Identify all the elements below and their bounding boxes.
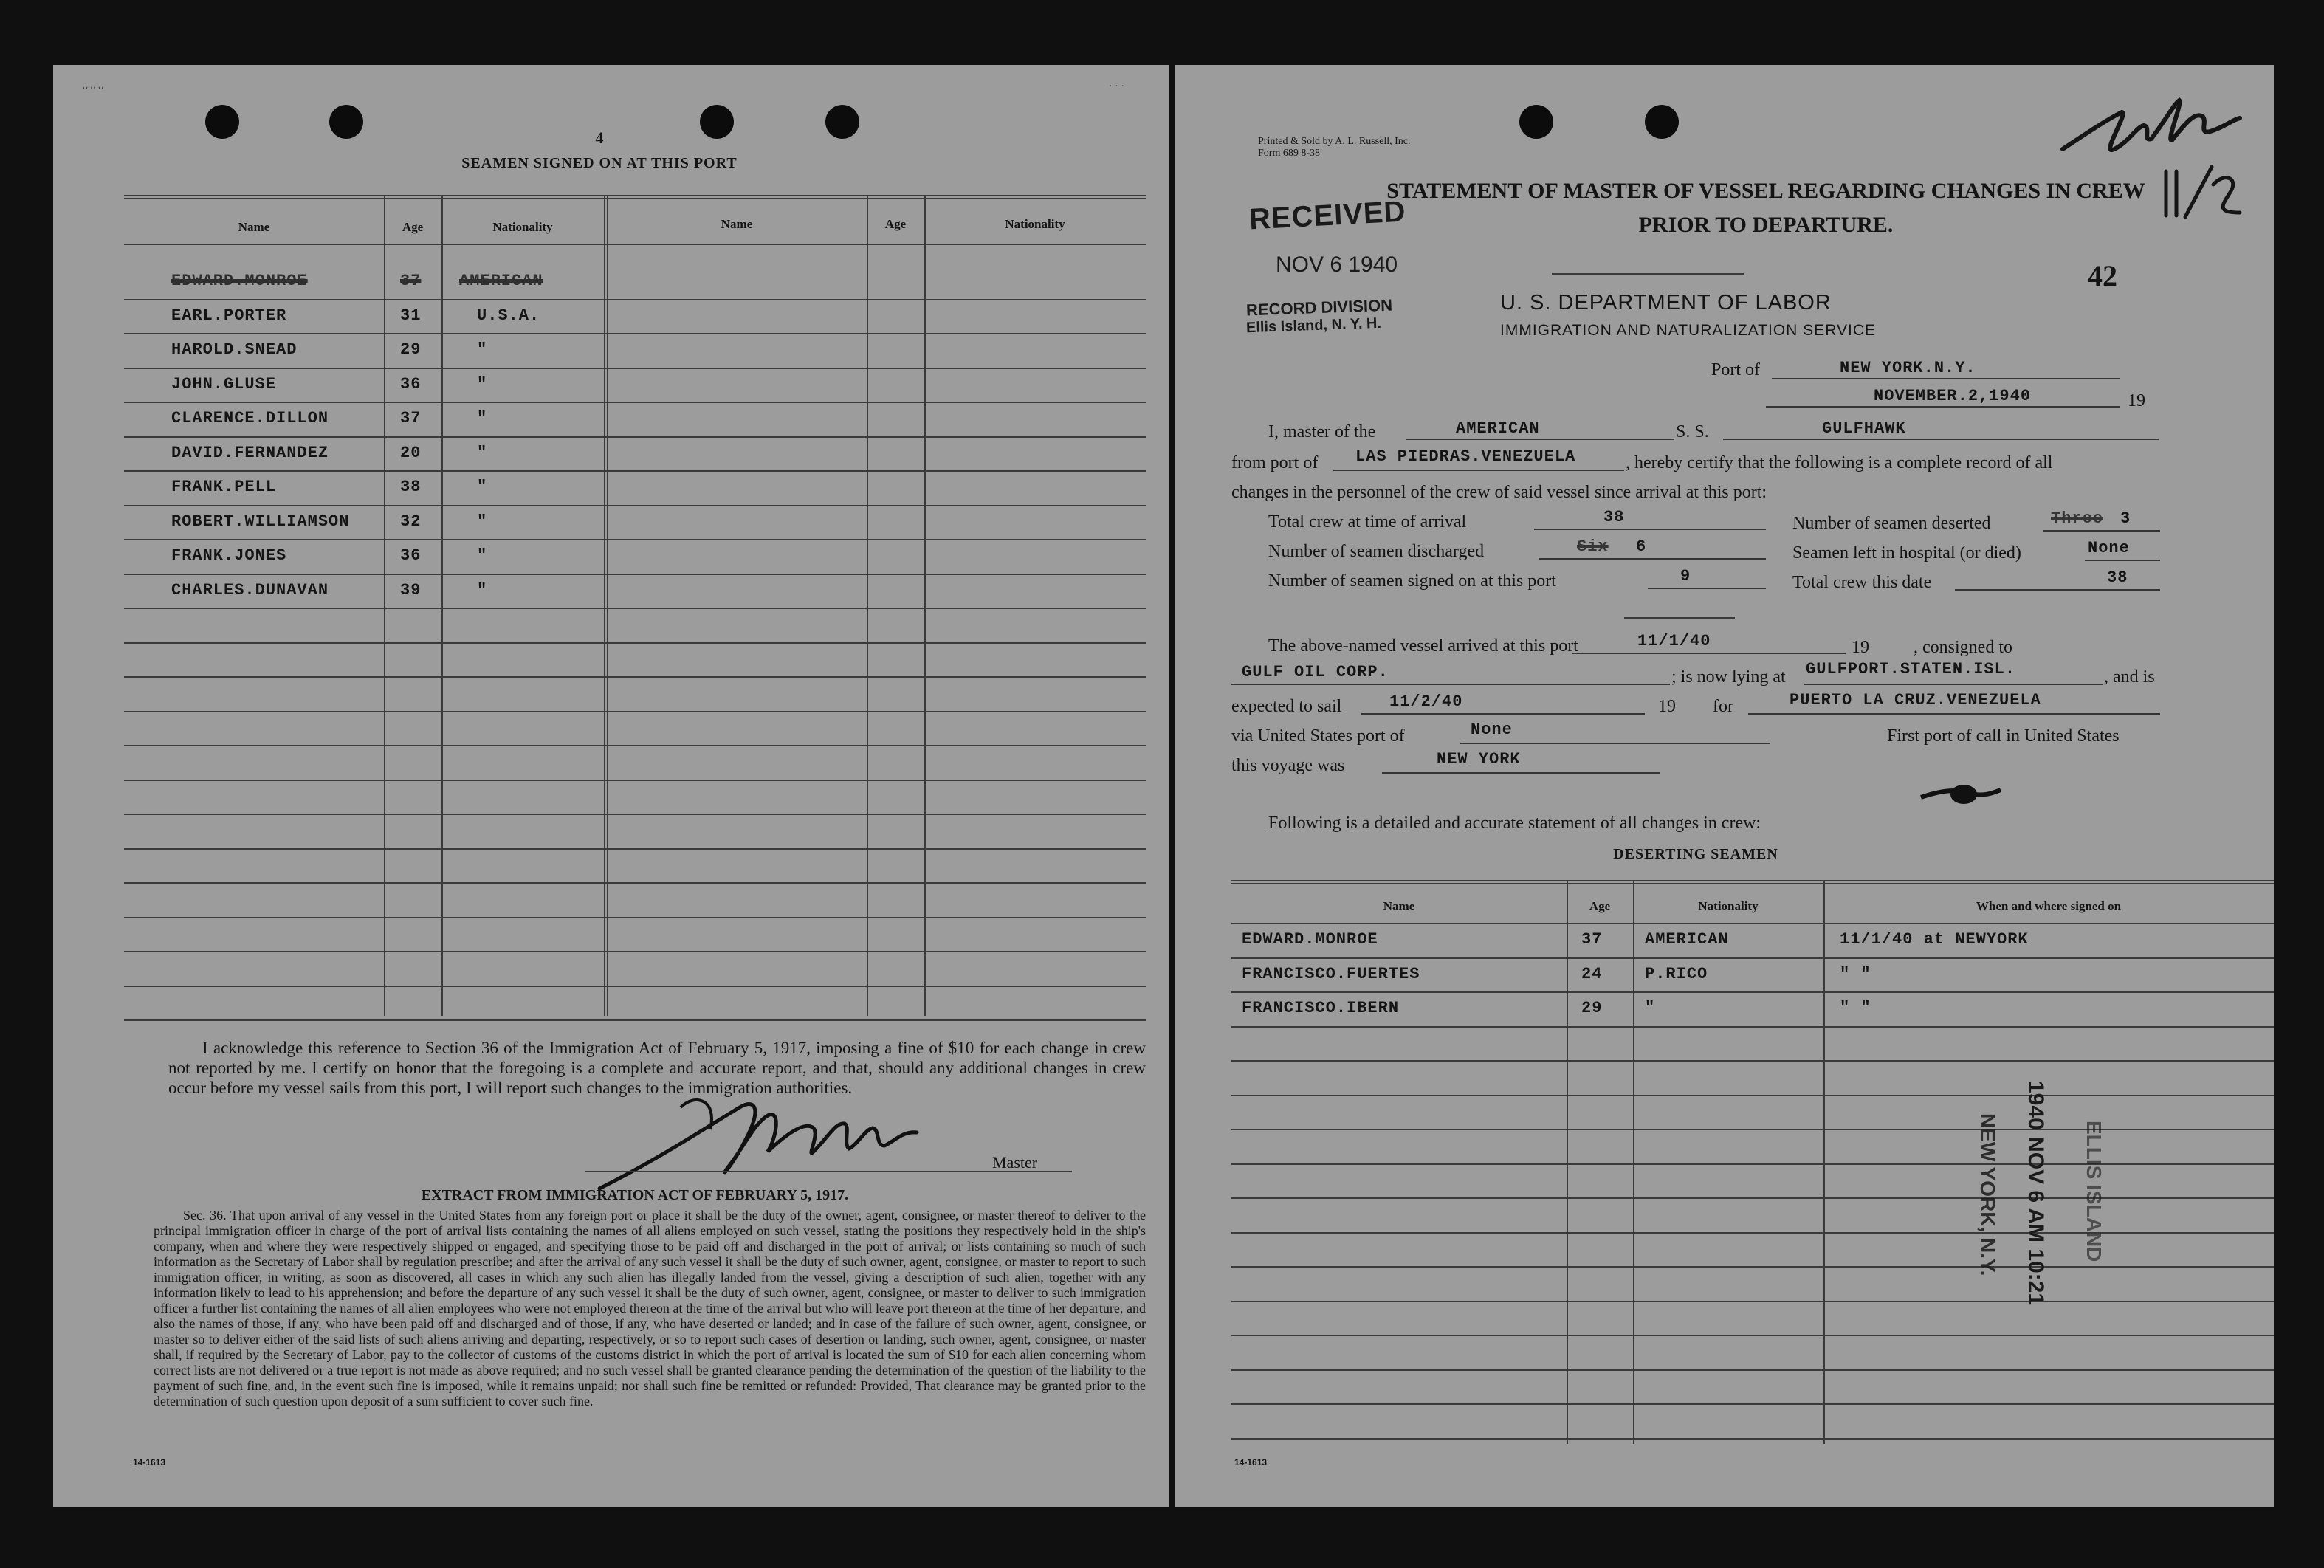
table-cell-age: 38 (400, 478, 422, 496)
received-stamp-place: Ellis Island, N. Y. H. (1245, 314, 1382, 337)
ss-label: S. S. (1676, 422, 1709, 441)
table-cell-age: 29 (1581, 999, 1603, 1017)
table-cell-name: CHARLES.DUNAVAN (171, 581, 329, 599)
signed-on-field (1648, 567, 1766, 589)
total-crew-arrival-value: 38 (1603, 508, 1625, 526)
arrived-year: 19 (1852, 638, 1869, 657)
col-divider (867, 195, 868, 1016)
deserted-value: 3 (2120, 509, 2131, 528)
table-cell-signed: " " (1840, 999, 1871, 1017)
deserting-top-rule (1231, 880, 2274, 881)
row-rule (124, 882, 1146, 884)
table-cell-name: JOHN.GLUSE (171, 375, 277, 393)
year-suffix: 19 (2128, 391, 2145, 410)
deserting-col-age: Age (1589, 899, 1611, 913)
col-divider (1823, 880, 1825, 1444)
extract-title: EXTRACT FROM IMMIGRATION ACT OF FEBRUARY 5, 1917. (421, 1187, 849, 1203)
deserted-label: Number of seamen deserted (1792, 514, 1991, 533)
table-cell-age: 36 (400, 375, 422, 393)
row-rule (124, 848, 1146, 850)
arrived-label: The above-named vessel arrived at this port (1268, 636, 1578, 656)
row-rule (1231, 1335, 2274, 1336)
vessel-name-field (1723, 418, 2159, 440)
row-rule (124, 299, 1146, 300)
row-rule (124, 470, 1146, 472)
table-cell-nationality: " (477, 340, 488, 359)
row-rule (124, 608, 1146, 609)
punch-hole (1519, 105, 1553, 139)
table-cell-nationality: " (477, 478, 488, 496)
table-cell-name: ROBERT.WILLIAMSON (171, 512, 350, 531)
row-rule (124, 642, 1146, 644)
vessel-nationality-value: AMERICAN (1456, 419, 1540, 438)
first-port-value: NEW YORK (1437, 750, 1521, 768)
col-divider (604, 195, 605, 1016)
table-cell-nationality: " (477, 581, 488, 599)
discharged-value: 6 (1636, 537, 1647, 556)
received-stamp-division: RECORD DIVISION (1245, 295, 1393, 320)
table-cell-nationality: " (477, 409, 488, 427)
discharged-struck: Six (1577, 537, 1609, 556)
struck-row-age: 37 (400, 272, 422, 290)
table-cell-age: 31 (400, 306, 422, 325)
deserting-top-rule (1231, 883, 2274, 884)
row-rule (1231, 991, 2274, 993)
certify-text: , hereby certify that the following is a complete record of all (1626, 453, 2053, 472)
date-value: NOVEMBER.2,1940 (1874, 387, 2032, 405)
and-is-label: , and is (2104, 667, 2155, 687)
form-code: 14-1613 (1234, 1457, 1268, 1468)
printer-line-1: Printed & Sold by A. L. Russell, Inc. (1258, 136, 1411, 147)
form-title-2: PRIOR TO DEPARTURE. (1638, 213, 1894, 237)
col-divider (607, 195, 608, 1016)
row-rule (1231, 1197, 2274, 1199)
col-divider (924, 195, 926, 1016)
struck-row-nationality: AMERICAN (459, 272, 543, 290)
arrived-value: 11/1/40 (1637, 632, 1711, 650)
section-rule (1624, 617, 1735, 619)
row-rule (124, 745, 1146, 746)
table-cell-nationality: " (477, 546, 488, 565)
page-number: 4 (595, 128, 604, 147)
first-port-label: First port of call in United States (1887, 726, 2120, 746)
total-crew-date-label: Total crew this date (1792, 573, 1932, 592)
port-label: Port of (1711, 360, 1760, 379)
extract-text: Sec. 36. That upon arrival of any vessel in the United States from any foreign port or place it shall be the duty of the owner, agent, consignee, or master thereof to deliver to the principal immigration officer in charge of the port of arrival lists containing the names of all aliens employed on such vessel, stating the positions they respectively hold in the ship's company, when and where they were respectively shipped or engaged, and specifying those to be paid off and discharged in the port of arrival; or lists containing so much of such information as the Secretary of Labor shall by regulation prescribe; and after the arrival of any such vessel it shall be the duty of such owner, agent, consignee, or master to report to such immigration officer, in writing, as soon as discovered, all cases in which any such alien has illegally landed from the vessel, giving a description of such alien, together with any information likely to lead to his apprehension; and before the departure of any such vessel it shall be the duty of such owner, agent, consignee, or master to deliver to such immigration officer a further list containing the names of all alien employees who were not employed thereon at the time of the arrival but who will leave port thereon at the time of her departure, and also the names of those, if any, who have been paid off and discharged and of those, if any, who have deserted or landed; and in case of the failure of such owner, agent, consignee, or master so to deliver either of the said lists of such aliens arriving and departing, respectively, or so to report such cases of desertion or landing, such owner, agent, consignee, or master shall, if required by the Secretary of Labor, pay to the collector of customs of the customs district in which the port of arrival is located the sum of $10 for each alien concerning whom correct lists are not delivered or a true report is not made as above required; and no such vessel shall be granted clearance pending the determination of the question of the liability to the payment of such fine, and, in the event such fine is imposed, while it remains unpaid; nor shall such fine be remitted or refunded: Provided, That clearance may be granted prior to the determination of such question upon deposit of a sum sufficient to cover such fine. (154, 1208, 1146, 1409)
table-cell-name: FRANK.PELL (171, 478, 277, 496)
table-cell-name: EARL.PORTER (171, 306, 287, 325)
table-cell-age: 39 (400, 581, 422, 599)
department-name: U. S. DEPARTMENT OF LABOR (1500, 291, 1832, 314)
form-title-1: STATEMENT OF MASTER OF VESSEL REGARDING CHANGES IN CREW (1386, 179, 2145, 203)
handwritten-note-ink (2055, 90, 2247, 230)
row-rule (1231, 1232, 2274, 1234)
col-divider (441, 195, 443, 1016)
row-rule (124, 676, 1146, 678)
sail-year: 19 (1658, 697, 1676, 716)
table-cell-name: HAROLD.SNEAD (171, 340, 298, 359)
row-rule (1231, 1266, 2274, 1268)
table-cell-nationality: AMERICAN (1645, 930, 1729, 949)
printer-line-2: Form 689 8-38 (1258, 148, 1320, 159)
row-rule (1231, 1026, 2274, 1028)
service-name: IMMIGRATION AND NATURALIZATION SERVICE (1500, 322, 1876, 339)
corner-mark: · · · (1109, 81, 1124, 92)
corner-mark: ᴗ ᴗ ᴗ (83, 81, 103, 92)
ellis-stamp-line-3: ELLIS ISLAND (2083, 1121, 2105, 1262)
hospital-value: None (2088, 539, 2130, 557)
row-rule (124, 814, 1146, 815)
table-cell-age: 37 (1581, 930, 1603, 949)
row-rule (1231, 1438, 2274, 1440)
ink-mark (1916, 778, 2005, 815)
table-top-rule (124, 198, 1146, 199)
signed-on-value: 9 (1680, 567, 1691, 585)
left-page (53, 65, 1169, 1507)
col-divider (384, 195, 385, 1016)
table-top-rule (124, 195, 1146, 196)
row-rule (1231, 1060, 2274, 1062)
row-rule (1231, 957, 2274, 959)
master-label: Master (992, 1153, 1038, 1172)
first-port-field (1382, 752, 1660, 774)
table-cell-age: 20 (400, 444, 422, 462)
row-rule (124, 780, 1146, 781)
lying-label: ; is now lying at (1671, 667, 1786, 687)
port-value: NEW YORK.N.Y. (1840, 359, 1976, 377)
header-rule (1552, 273, 1744, 275)
row-rule (124, 711, 1146, 712)
punch-hole (1645, 105, 1679, 139)
consignee-value: GULF OIL CORP. (1242, 663, 1389, 681)
total-crew-date-field (1955, 568, 2160, 591)
from-port-value: LAS PIEDRAS.VENEZUELA (1355, 447, 1576, 466)
table-cell-name: FRANK.JONES (171, 546, 287, 565)
vessel-name-value: GULFHAWK (1822, 419, 1906, 438)
table-cell-age: 32 (400, 512, 422, 531)
table-cell-name: FRANCISCO.IBERN (1242, 999, 1400, 1017)
row-rule (124, 986, 1146, 987)
row-rule (1231, 1369, 2274, 1371)
right-page (1175, 65, 2274, 1507)
received-stamp-date: NOV 6 1940 (1276, 252, 1398, 277)
following-text: Following is a detailed and accurate statement of all changes in crew: (1268, 814, 1761, 833)
row-rule (1231, 1403, 2274, 1405)
table-cell-age: 24 (1581, 965, 1603, 983)
deserting-col-name: Name (1383, 899, 1415, 913)
table-cell-nationality: " (477, 512, 488, 531)
discharged-label: Number of seamen discharged (1268, 542, 1485, 561)
sail-date-value: 11/2/40 (1389, 692, 1463, 711)
table-cell-nationality: U.S.A. (477, 306, 540, 325)
table-cell-age: 37 (400, 409, 422, 427)
row-rule (124, 333, 1146, 334)
table-cell-signed: " " (1840, 965, 1871, 983)
struck-row-name: EDWARD.MONROE (171, 272, 308, 290)
col-header-name: Name (238, 220, 270, 234)
col-header-age: Age (402, 220, 424, 234)
row-rule (1231, 1301, 2274, 1302)
total-crew-arrival-field (1534, 508, 1766, 530)
table-cell-nationality: " (477, 375, 488, 393)
hospital-label: Seamen left in hospital (or died) (1792, 543, 2021, 563)
table-cell-age: 29 (400, 340, 422, 359)
consigned-label: , consigned to (1914, 638, 2012, 657)
ellis-stamp-line-2: NEW YORK, N.Y. (1976, 1113, 1999, 1276)
discharged-field (1539, 537, 1766, 560)
certify-text-2: changes in the personnel of the crew of said vessel since arrival at this port: (1231, 483, 1767, 502)
table-cell-name: FRANCISCO.FUERTES (1242, 965, 1420, 983)
deserting-header-rule (1231, 923, 2274, 924)
destination-value: PUERTO LA CRUZ.VENEZUELA (1790, 691, 2041, 709)
table-cell-name: DAVID.FERNANDEZ (171, 444, 329, 462)
row-rule (124, 951, 1146, 952)
deserting-col-nationality: Nationality (1698, 899, 1759, 913)
table-cell-nationality: P.RICO (1645, 965, 1708, 983)
master-of-label: I, master of the (1268, 422, 1376, 441)
col-header-age: Age (884, 217, 907, 231)
expected-label: expected to sail (1231, 697, 1342, 716)
table-cell-nationality: " (477, 444, 488, 462)
total-crew-date-value: 38 (2107, 568, 2128, 587)
handwritten-note (2055, 90, 2247, 230)
table-cell-nationality: " (1645, 999, 1656, 1017)
for-label: for (1713, 697, 1733, 716)
deserting-col-signed: When and where signed on (1976, 899, 2122, 913)
col-header-nationality: Nationality (492, 220, 553, 234)
table-header-rule (124, 244, 1146, 245)
signed-on-label: Number of seamen signed on at this port (1268, 571, 1556, 591)
row-rule (124, 574, 1146, 575)
via-value: None (1471, 721, 1513, 739)
row-rule (124, 368, 1146, 369)
row-rule (1231, 1163, 2274, 1165)
row-rule (124, 436, 1146, 438)
row-rule (1231, 1095, 2274, 1096)
table-cell-name: EDWARD.MONROE (1242, 930, 1378, 949)
form-number: 42 (2088, 259, 2117, 292)
row-rule (124, 917, 1146, 918)
col-divider (1567, 880, 1568, 1444)
via-label: via United States port of (1231, 726, 1405, 746)
deserting-title: DESERTING SEAMEN (1613, 846, 1778, 862)
row-rule (124, 402, 1146, 403)
section-title: SEAMEN SIGNED ON AT THIS PORT (461, 155, 738, 171)
table-cell-age: 36 (400, 546, 422, 565)
vessel-nationality-field (1406, 418, 1674, 440)
row-rule (124, 539, 1146, 540)
row-rule (124, 1019, 1146, 1021)
from-port-label: from port of (1231, 453, 1319, 472)
total-crew-arrival-label: Total crew at time of arrival (1268, 512, 1467, 532)
lying-at-value: GULFPORT.STATEN.ISL. (1806, 660, 2016, 678)
row-rule (124, 505, 1146, 506)
received-stamp-word: RECEIVED (1248, 195, 1407, 236)
deserted-struck: Three (2051, 509, 2104, 528)
col-header-nationality: Nationality (1005, 217, 1065, 231)
col-divider (1633, 880, 1634, 1444)
ellis-stamp-line-1: 1940 NOV 6 AM 10:21 (2024, 1081, 2048, 1306)
this-voyage-label: this voyage was (1231, 756, 1345, 775)
acknowledgement-text: I acknowledge this reference to Section 36 of the Immigration Act of February 5, 1917, imposing a fine of $10 for each change in crew not reported by me. I certify on honor that the foregoing is a complete and accurate report, and that, should any additional changes in crew occur before my vessel sails from this port, I will report such changes to the immigration authorities. (168, 1039, 1146, 1097)
row-rule (1231, 1129, 2274, 1130)
table-cell-name: CLARENCE.DILLON (171, 409, 329, 427)
form-code: 14-1613 (133, 1457, 166, 1468)
col-header-name: Name (721, 217, 753, 231)
table-cell-signed: 11/1/40 at NEWYORK (1840, 930, 2029, 949)
